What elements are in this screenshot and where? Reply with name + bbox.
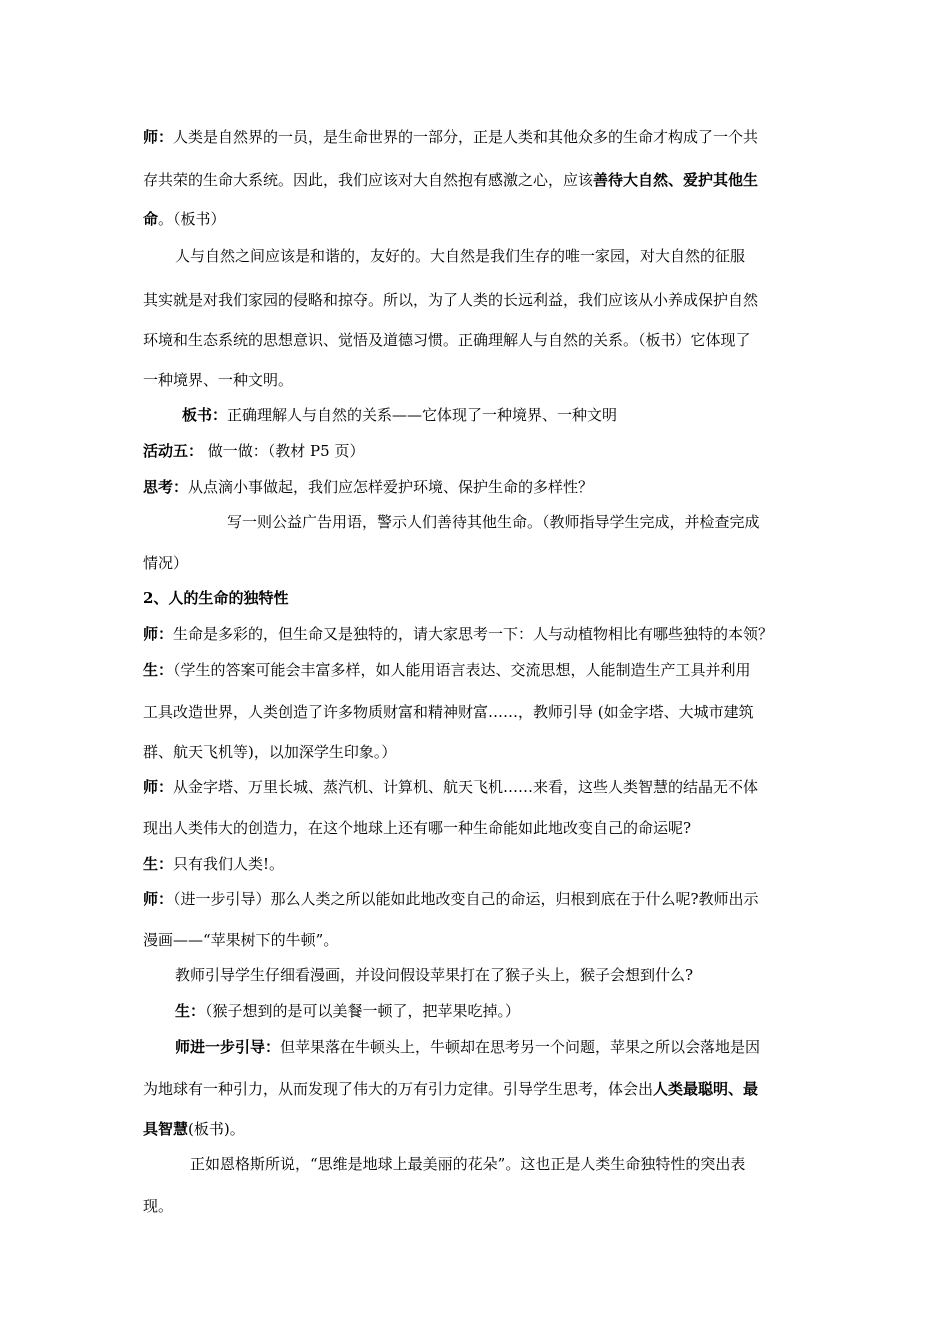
activity-five: 活动五： 做一做：（教材 P5 页）	[143, 442, 365, 460]
paragraph-line: 工具改造世界，人类创造了许多物质财富和精神财富……，教师引导 (如金字塔、大城市建筑	[143, 703, 754, 721]
teacher-line-2: 存共荣的生命大系统。因此，我们应该对大自然抱有感激之心，应该善待大自然、爱护其他生	[143, 171, 759, 189]
paragraph-line: 现。	[143, 1197, 174, 1215]
paragraph-line: 一种境界、一种文明。	[143, 371, 294, 389]
paragraph-line: 为地球有一种引力，从而发现了伟大的万有引力定律。引导学生思考，体会出人类最聪明、最	[143, 1080, 759, 1098]
paragraph-line: 教师引导学生仔细看漫画，并设问假设苹果打在了猴子头上，猴子会想到什么?	[175, 966, 694, 984]
teacher-line-3: 命。（板书）	[143, 210, 226, 228]
paragraph-line: 具智慧(板书)。	[143, 1120, 245, 1138]
section-heading: 2、人的生命的独特性	[143, 589, 289, 607]
paragraph-line: 情况）	[143, 554, 189, 572]
paragraph-line: 现出人类伟大的创造力，在这个地球上还有哪一种生命能如此地改变自己的命运呢?	[143, 819, 692, 837]
emphasis: 人类最聪明、最	[653, 1080, 759, 1098]
emphasis: 善待大自然、爱护其他生	[593, 171, 759, 189]
student-line: 生：（学生的答案可能会丰富多样，如人能用语言表达、交流思想，人能制造生产工具并利用	[143, 661, 751, 679]
paragraph-line: 环境和生态系统的思想意识、觉悟及道德习惯。正确理解人与自然的关系。（板书）它体现了	[143, 331, 751, 349]
teacher-line: 师：（进一步引导）那么人类之所以能如此地改变自己的命运，归根到底在于什么呢?教师出示	[143, 890, 759, 908]
teacher-line: 师：生命是多彩的，但生命又是独特的，请大家思考一下：人与动植物相比有哪些独特的本领？	[143, 625, 774, 643]
speaker-label: 师：	[143, 128, 174, 146]
paragraph-line: 写一则公益广告用语，警示人们善待其他生命。（教师指导学生完成，并检查完成	[227, 513, 760, 531]
paragraph-line: 正如恩格斯所说，“思维是地球上最美丽的花朵”。这也正是人类生命独特性的突出表	[190, 1155, 746, 1173]
paragraph-line: 其实就是对我们家园的侵略和掠夺。所以，为了人类的长远利益，我们应该从小养成保护自然	[143, 291, 759, 309]
board-note: 板书：正确理解人与自然的关系——它体现了一种境界、一种文明	[182, 406, 618, 424]
paragraph-line: 人与自然之间应该是和谐的，友好的。大自然是我们生存的唯一家园，对大自然的征服	[175, 247, 746, 265]
student-line: 生：只有我们人类!。	[143, 855, 285, 873]
student-line: 生：（猴子想到的是可以美餐一顿了，把苹果吃掉。）	[175, 1002, 521, 1020]
think-line: 思考：从点滴小事做起，我们应怎样爱护环境、保护生命的多样性？	[143, 478, 594, 496]
paragraph-line: 漫画——“苹果树下的牛顿”。	[143, 931, 339, 949]
teacher-line: 师进一步引导：但苹果落在牛顿头上，牛顿却在思考另一个问题，苹果之所以会落地是因	[175, 1038, 761, 1056]
teacher-line: 师：从金字塔、万里长城、蒸汽机、计算机、航天飞机……来看，这些人类智慧的结晶无不体	[143, 778, 759, 796]
paragraph-line: 群、航天飞机等)，以加深学生印象。）	[143, 743, 397, 761]
teacher-line-1: 师：人类是自然界的一员，是生命世界的一部分，正是人类和其他众多的生命才构成了一个共	[143, 128, 759, 146]
